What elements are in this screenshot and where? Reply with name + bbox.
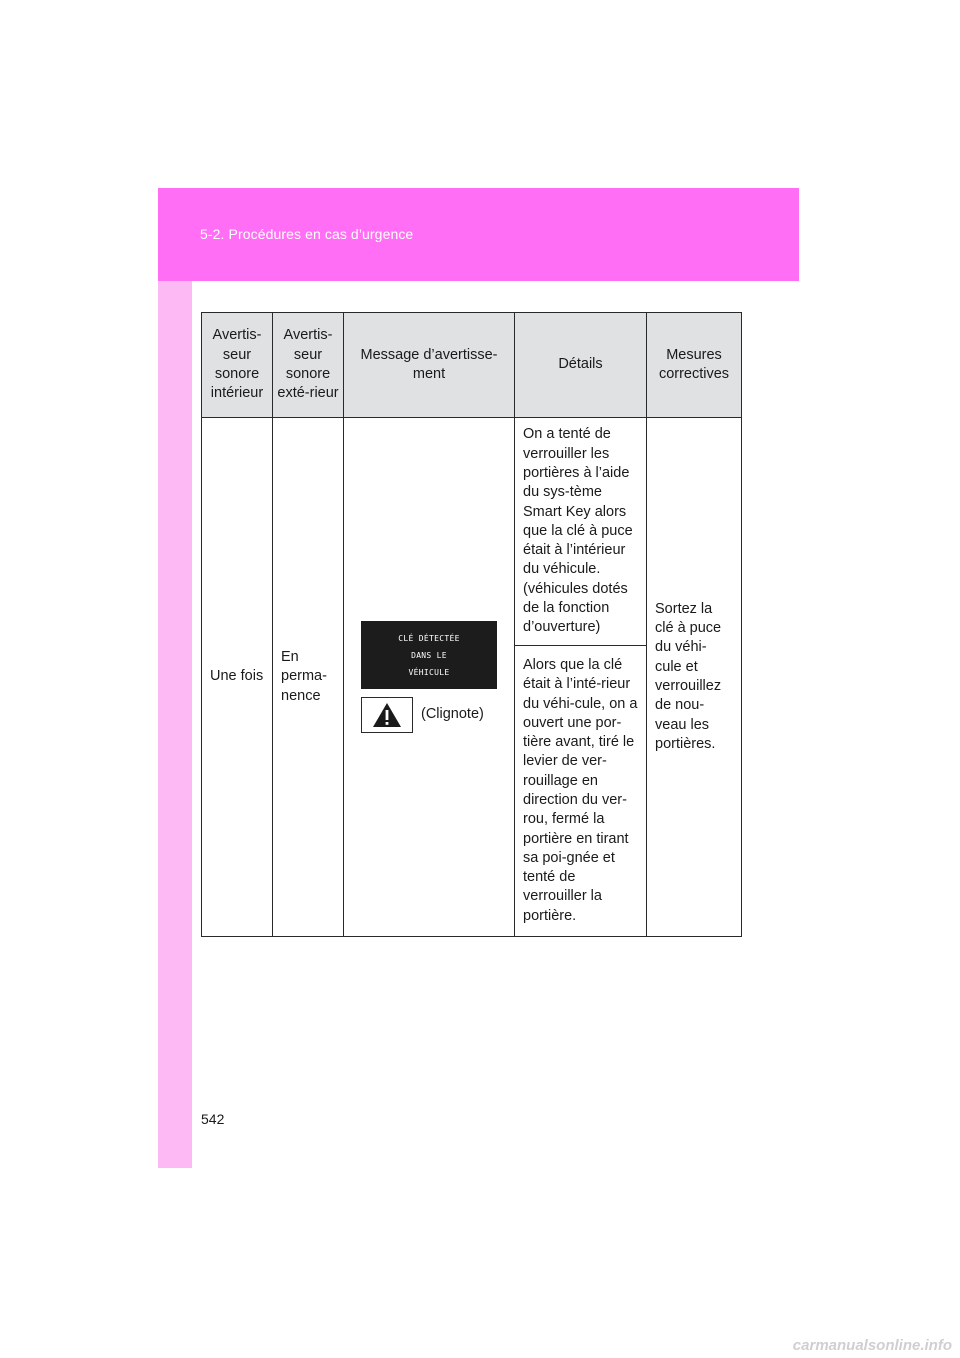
section-title: 5-2. Procédures en cas d’urgence	[200, 226, 414, 242]
watermark: carmanualsonline.info	[792, 1337, 952, 1354]
table-header-row	[202, 313, 742, 418]
cell-exterior-buzzer: En perma-nence	[273, 418, 344, 937]
display-line: DANS LE	[411, 650, 447, 660]
cell-warning-message	[344, 418, 515, 937]
blink-label: (Clignote)	[421, 706, 484, 723]
cell-detail-2: Alors que la clé était à l’inté-rieur du véhi-cule, on a ouvert une por-tière avant, tiré le levier de ver-rouillage en direction du ver-rou, fermé la portière en tirant sa poi-gnée et tenté de verrouiller la portière.	[515, 646, 647, 937]
col-header-details: Détails	[515, 313, 647, 418]
col-header-measures: Mesures correctives	[647, 313, 742, 418]
exclamation-triangle-icon	[361, 697, 413, 733]
col-header-exterior: Avertis-seur sonore exté-rieur	[273, 313, 344, 418]
cell-interior-buzzer: Une fois	[202, 418, 273, 937]
display-line: VÉHICULE	[408, 667, 450, 677]
side-strip	[158, 188, 192, 1168]
blink-indicator	[361, 697, 514, 733]
col-header-interior: Avertis-seur sonore intérieur	[202, 313, 273, 418]
col-header-message: Message d’avertisse-ment	[344, 313, 515, 418]
cell-measures: Sortez la clé à puce du véhi-cule et verrouillez de nou-veau les portières.	[647, 418, 742, 937]
page-number: 542	[201, 1111, 225, 1127]
multi-display-screen	[361, 621, 497, 689]
display-line: CLÉ DÉTECTÉE	[398, 633, 460, 643]
table-row	[202, 418, 742, 646]
cell-detail-1: On a tenté de verrouiller les portières à l’aide du sys-tème Smart Key alors que la clé à puce était à l’intérieur du véhicule. (véhicules dotés de la fonction d’ouverture)	[515, 418, 647, 646]
warning-table	[201, 312, 742, 937]
